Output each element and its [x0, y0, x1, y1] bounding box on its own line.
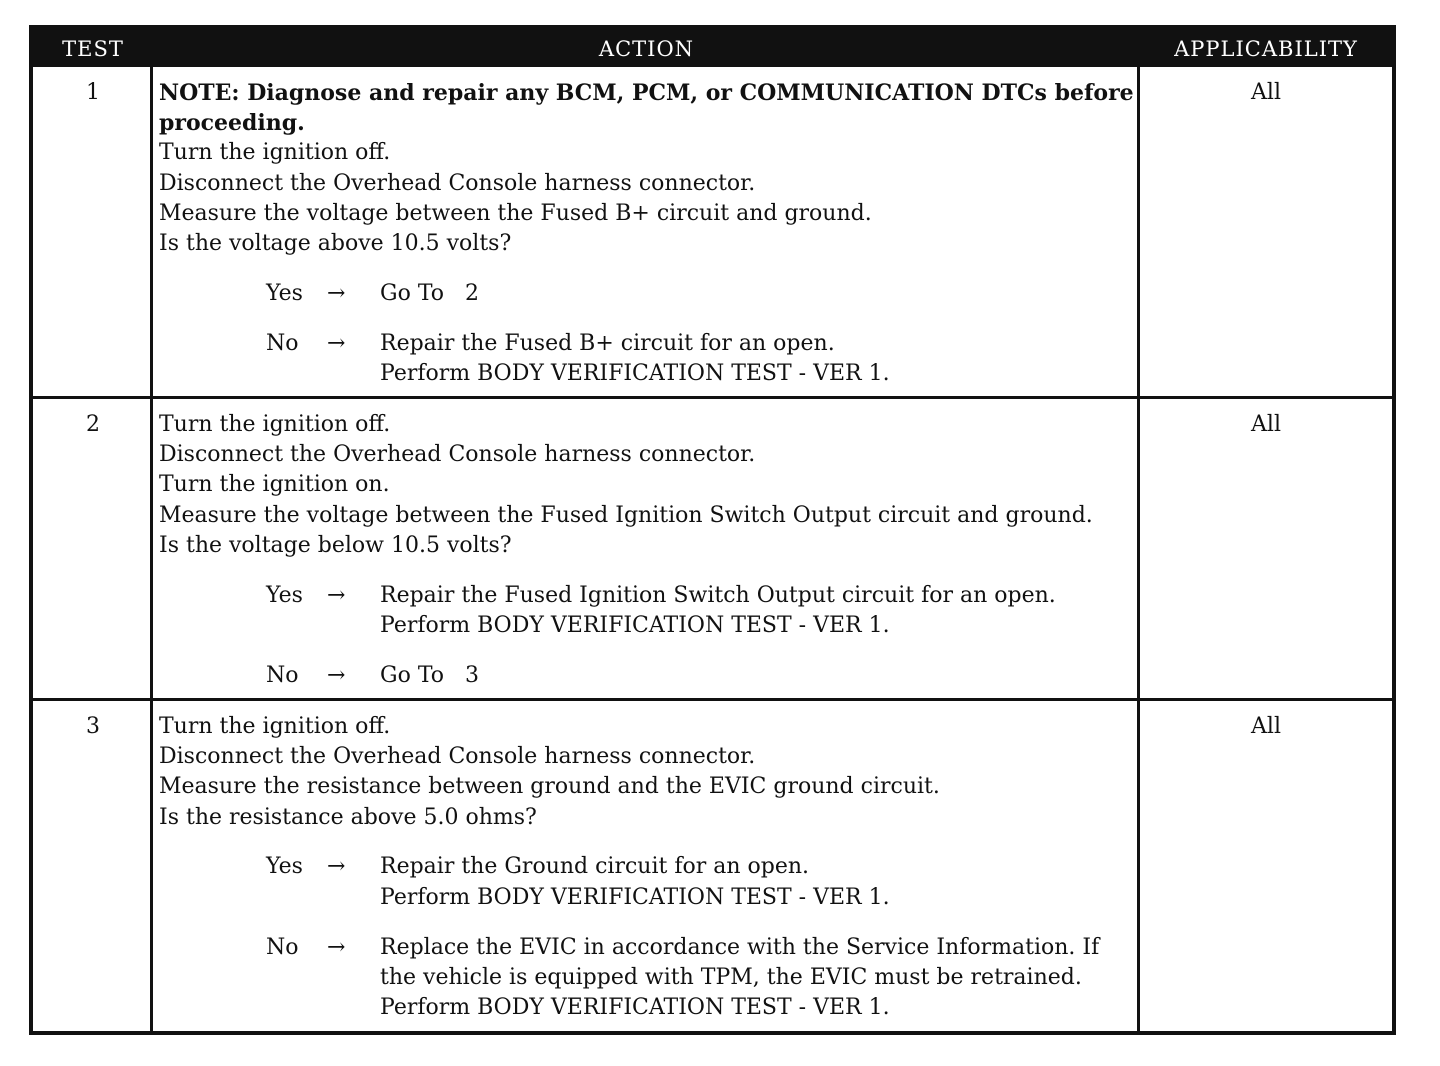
- arrow-icon: →: [327, 662, 346, 688]
- branch-result: Repair the Ground circuit for an open.: [380, 854, 810, 880]
- arrow-icon: →: [327, 280, 346, 306]
- branch-label: No: [266, 330, 299, 356]
- test-number: 1: [86, 80, 100, 105]
- step-text: Disconnect the Overhead Console harness connector.: [159, 744, 756, 770]
- header-applicability: APPLICABILITY: [1174, 37, 1358, 61]
- diagnostic-test-table: [29, 25, 1396, 1035]
- action-cell: [159, 78, 1137, 389]
- branch-label: Yes: [266, 280, 303, 306]
- branch-no: [159, 933, 1137, 1024]
- step-text: Is the voltage below 10.5 volts?: [159, 532, 512, 558]
- branch-no: [159, 329, 1137, 389]
- note-text: NOTE: Diagnose and repair any BCM, PCM, or COMMUNICATION DTCs before proceeding.: [159, 80, 1134, 137]
- step-text: Disconnect the Overhead Console harness connector.: [159, 170, 756, 196]
- step-text: Turn the ignition off.: [159, 140, 391, 166]
- branch-result: Go To 2: [380, 280, 479, 306]
- step-text: Measure the voltage between the Fused B+ circuit and ground.: [159, 200, 872, 226]
- applicability-value: All: [1251, 714, 1281, 739]
- step-text: Disconnect the Overhead Console harness connector.: [159, 442, 756, 468]
- table-row-test-3: [33, 698, 1392, 1031]
- branch-result: Perform BODY VERIFICATION TEST - VER 1.: [380, 884, 890, 910]
- branch-yes: [159, 279, 1137, 309]
- header-action: ACTION: [598, 37, 695, 61]
- table-row-test-2: [33, 396, 1392, 701]
- arrow-icon: →: [327, 854, 346, 880]
- test-number: 3: [86, 714, 100, 739]
- table-header: [33, 29, 1392, 67]
- branch-result: the vehicle is equipped with TPM, the EVIC must be retrained.: [380, 964, 1082, 990]
- branch-result: Replace the EVIC in accordance with the Service Information. If: [380, 934, 1100, 960]
- branch-result: Perform BODY VERIFICATION TEST - VER 1.: [380, 612, 890, 638]
- branch-yes: [159, 581, 1137, 641]
- branch-result: Go To 3: [380, 662, 479, 688]
- test-number: 2: [86, 412, 100, 437]
- action-cell: [159, 410, 1137, 691]
- step-text: Turn the ignition off.: [159, 714, 391, 739]
- branch-yes: [159, 852, 1137, 912]
- arrow-icon: →: [327, 934, 346, 960]
- arrow-icon: →: [327, 582, 346, 608]
- step-text: Measure the resistance between ground and the EVIC ground circuit.: [159, 774, 940, 800]
- step-text: Measure the voltage between the Fused Ignition Switch Output circuit and ground.: [159, 502, 1093, 528]
- branch-no: [159, 661, 1137, 691]
- table-row-test-1: [33, 67, 1392, 399]
- branch-label: No: [266, 662, 299, 688]
- step-text: Is the voltage above 10.5 volts?: [159, 231, 512, 257]
- branch-label: No: [266, 934, 299, 960]
- branch-result: Perform BODY VERIFICATION TEST - VER 1.: [380, 995, 890, 1021]
- applicability-value: All: [1251, 412, 1281, 437]
- step-text: Is the resistance above 5.0 ohms?: [159, 804, 537, 830]
- branch-result: Repair the Fused Ignition Switch Output circuit for an open.: [380, 582, 1056, 608]
- applicability-value: All: [1251, 80, 1281, 105]
- step-text: Turn the ignition on.: [159, 472, 390, 498]
- branch-label: Yes: [266, 582, 303, 608]
- header-test: TEST: [62, 37, 124, 61]
- branch-result: Repair the Fused B+ circuit for an open.: [380, 330, 835, 356]
- branch-label: Yes: [266, 854, 303, 880]
- branch-result: Perform BODY VERIFICATION TEST - VER 1.: [380, 361, 890, 387]
- step-text: Turn the ignition off.: [159, 412, 391, 437]
- arrow-icon: →: [327, 330, 346, 356]
- action-cell: [159, 712, 1137, 1023]
